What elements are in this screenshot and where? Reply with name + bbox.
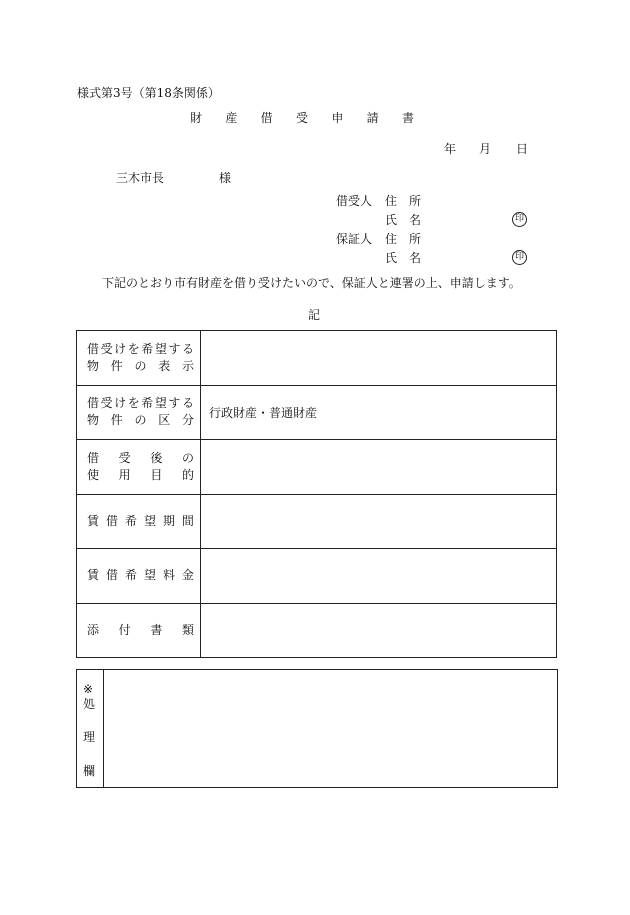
borrower-seal-icon: 印	[512, 212, 527, 227]
label-char: 件	[110, 413, 123, 428]
addressee-mayor: 三木市長	[116, 171, 165, 185]
body-text: 下記のとおり市有財産を借り受けたいので、保証人と連署の上、申請します。	[102, 276, 521, 290]
title-char: 書	[401, 111, 414, 125]
guarantor-name-label: 氏 名	[385, 251, 422, 265]
row-label-line2	[87, 412, 194, 429]
title-char: 受	[295, 111, 308, 125]
borrower-role: 借受人	[336, 194, 373, 208]
processing-box	[76, 669, 558, 788]
table-row	[77, 440, 557, 495]
label-char: 借	[87, 396, 100, 411]
row-value[interactable]	[201, 440, 557, 495]
label-char: 類	[181, 622, 194, 637]
table-row	[77, 549, 557, 604]
application-table	[76, 330, 557, 658]
processing-char-1: 処	[83, 697, 96, 711]
label-char: 望	[143, 513, 156, 528]
label-char: 賃	[87, 513, 100, 528]
title-char: 申	[331, 111, 344, 125]
label-char: 区	[158, 413, 171, 428]
label-char: 料	[162, 568, 175, 583]
guarantor-role: 保証人	[336, 232, 373, 246]
ki-heading: 記	[308, 308, 321, 322]
label-char: 件	[110, 358, 123, 373]
label-char: 付	[118, 622, 131, 637]
row-label	[77, 494, 201, 549]
label-char: る	[181, 396, 194, 411]
row-value[interactable]: 行政財産・普通財産	[201, 385, 557, 440]
processing-area[interactable]	[104, 670, 557, 787]
label-char: 望	[143, 568, 156, 583]
label-char: 表	[158, 358, 171, 373]
row-label-line1	[87, 450, 194, 467]
label-char: す	[168, 341, 181, 356]
label-char: 物	[87, 358, 100, 373]
title-char: 産	[225, 111, 238, 125]
document-title	[190, 111, 414, 125]
label-char: 期	[162, 513, 175, 528]
label-char: け	[114, 341, 127, 356]
label-char: 受	[100, 396, 113, 411]
label-char: 目	[150, 467, 163, 482]
title-char: 借	[260, 111, 273, 125]
row-value[interactable]	[201, 603, 557, 658]
row-label-line1	[87, 395, 194, 412]
row-label	[77, 549, 201, 604]
label-char: を	[127, 396, 140, 411]
processing-label	[77, 670, 104, 787]
label-char: す	[168, 396, 181, 411]
label-char: 希	[141, 341, 154, 356]
label-char: 借	[87, 450, 100, 465]
label-char: 借	[87, 341, 100, 356]
table-row	[77, 331, 557, 386]
table-row	[77, 494, 557, 549]
label-char: 後	[150, 450, 163, 465]
row-label-line1	[87, 513, 194, 530]
label-char: の	[134, 358, 147, 373]
label-char: 書	[150, 622, 163, 637]
label-char: の	[134, 413, 147, 428]
label-char: を	[127, 341, 140, 356]
label-char: る	[181, 341, 194, 356]
title-char: 財	[190, 111, 203, 125]
borrower-address-label: 住 所	[385, 194, 422, 208]
row-label-line1	[87, 622, 194, 639]
processing-mark: ※	[83, 682, 94, 696]
label-char: 望	[154, 396, 167, 411]
row-value[interactable]	[201, 331, 557, 386]
label-char: の	[181, 450, 194, 465]
borrower-name-label: 氏 名	[385, 213, 422, 227]
label-char: 受	[100, 341, 113, 356]
label-char: 示	[181, 358, 194, 373]
row-label	[77, 385, 201, 440]
row-label-line1	[87, 567, 194, 584]
row-label-line1	[87, 341, 194, 358]
date-month: 月	[479, 142, 492, 156]
label-char: 借	[105, 513, 118, 528]
label-char: 用	[118, 467, 131, 482]
label-char: 賃	[87, 568, 100, 583]
label-char: 希	[124, 513, 137, 528]
label-char: 希	[124, 568, 137, 583]
row-value[interactable]	[201, 494, 557, 549]
row-label-line2	[87, 358, 194, 375]
date-day: 日	[516, 142, 529, 156]
guarantor-seal-icon: 印	[512, 250, 527, 265]
label-char: 添	[87, 622, 100, 637]
addressee-honorific: 様	[219, 171, 232, 185]
table-row	[77, 603, 557, 658]
label-char: 物	[87, 413, 100, 428]
row-label-line2	[87, 467, 194, 484]
label-char: 間	[181, 513, 194, 528]
processing-char-2: 理	[83, 730, 96, 744]
date-year: 年	[444, 142, 457, 156]
label-char: 分	[181, 413, 194, 428]
row-value[interactable]	[201, 549, 557, 604]
form-number: 様式第3号（第18条関係）	[77, 86, 220, 100]
row-label	[77, 440, 201, 495]
row-label	[77, 331, 201, 386]
label-char: 受	[118, 450, 131, 465]
label-char: 望	[154, 341, 167, 356]
label-char: 金	[181, 568, 194, 583]
label-char: 的	[181, 467, 194, 482]
processing-char-3: 欄	[83, 764, 96, 778]
guarantor-address-label: 住 所	[385, 232, 422, 246]
label-char: け	[114, 396, 127, 411]
title-char: 請	[366, 111, 379, 125]
label-char: 使	[87, 467, 100, 482]
label-char: 希	[141, 396, 154, 411]
row-label	[77, 603, 201, 658]
label-char: 借	[105, 568, 118, 583]
table-row	[77, 385, 557, 440]
